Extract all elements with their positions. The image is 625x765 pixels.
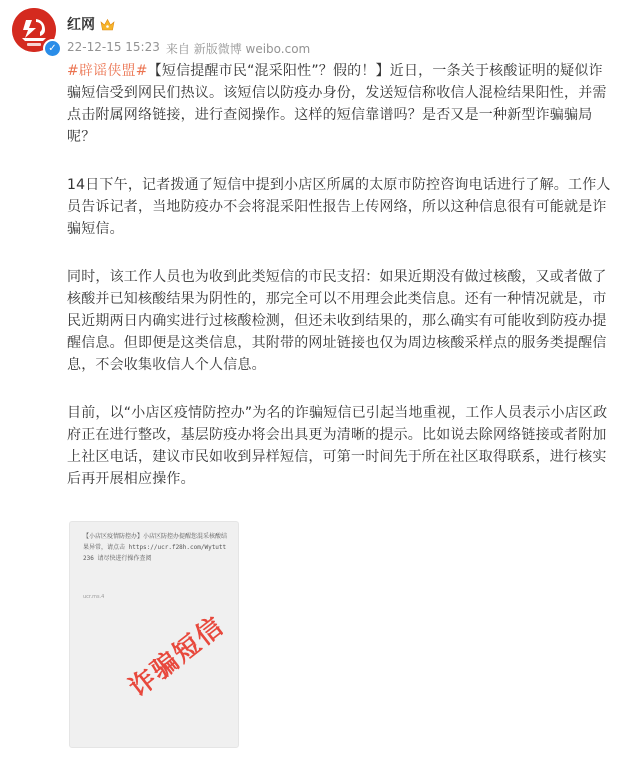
post-meta [67, 40, 310, 57]
post-image-thumbnail[interactable] [69, 521, 239, 748]
verified-badge-icon: ✓ [43, 39, 62, 58]
post-timestamp[interactable]: 22-12-15 15:23 [67, 40, 160, 54]
paragraph-4: 目前，以“小店区疫情防控办”为名的诈骗短信已引起当地重视，工作人员表示小店区政府正在进行整改，基层防疫办将会出具更为清晰的提示。比如说去除网络链接或者附加上社区电话，建议市民如收到异样短信，可第一时间先于所在社区取得联系，进行核实后再开展相应操作。 [67, 405, 608, 487]
author-row [67, 14, 115, 34]
fraud-stamp: 诈骗短信 [123, 610, 231, 704]
topic-link[interactable]: #辟谣侠盟# [67, 63, 148, 79]
crown-icon[interactable] [100, 17, 115, 31]
post-source: 来自 新版微博 weibo.com [165, 42, 311, 56]
paragraph-1 [67, 60, 612, 148]
sms-screenshot-text: 【小店区疫情防控办】小店区防控办提醒您混采核酸结果异常，请点击 https://ucr.f28h.com/Wytutt236 请尽快进行操作查阅 [83, 533, 228, 562]
sms-screenshot-footer: ucr.ms.4 [83, 594, 105, 600]
paragraph-2: 14日下午，记者拨通了短信中提到小店区所属的太原市防控咨询电话进行了解。工作人员告诉记者，当地防疫办不会将混采阳性报告上传网络，所以这种信息很有可能就是诈骗短信。 [67, 177, 611, 237]
paragraph-3: 同时，该工作人员也为收到此类短信的市民支招：如果近期没有做过核酸，又或者做了核酸并已知核酸结果为阴性的，那完全可以不用理会此类信息。还有一种情况就是，市民近期两日内确实进行过核酸检测，但还未收到结果的，那么确实有可能收到防疫办提醒信息。但即便是这类信息，其附带的网址链接也仅为周边核酸采样点的服务类提醒信息，不会收集收信人个人信息。 [67, 269, 607, 373]
author-name[interactable]: 红网 [67, 17, 95, 33]
post-content [67, 60, 612, 516]
paragraph-1-text: 【短信提醒市民“混采阳性”？假的！】近日，一条关于核酸证明的疑似诈骗短信受到网民们热议。该短信以防疫办身份，发送短信称收信人混检结果阳性，并需点击附属网络链接，进行查阅操作。这样的短信靠谱吗？是否又是一种新型诈骗骗局呢？ [67, 63, 607, 145]
